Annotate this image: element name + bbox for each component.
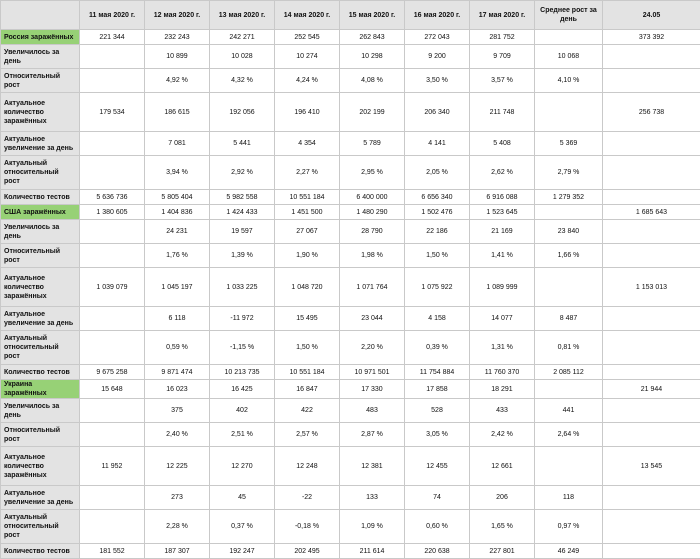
table-cell: 14 077 bbox=[470, 307, 535, 331]
table-cell bbox=[603, 132, 700, 156]
table-row bbox=[1, 399, 700, 423]
table-cell: 375 bbox=[145, 399, 210, 423]
table-cell bbox=[535, 30, 603, 45]
row-label: Количество тестов bbox=[1, 365, 80, 380]
table-cell: 10 899 bbox=[145, 45, 210, 69]
table-cell: 2,87 % bbox=[340, 423, 405, 447]
table-cell: 422 bbox=[275, 399, 340, 423]
table-cell: 252 545 bbox=[275, 30, 340, 45]
table-cell bbox=[603, 307, 700, 331]
table-cell: -1,15 % bbox=[210, 331, 275, 365]
table-cell: 441 bbox=[535, 399, 603, 423]
table-cell: 2,40 % bbox=[145, 423, 210, 447]
table-cell: 74 bbox=[405, 486, 470, 510]
table-cell: 28 790 bbox=[340, 220, 405, 244]
table-cell: 21 944 bbox=[603, 380, 700, 399]
table-cell: 1,66 % bbox=[535, 244, 603, 268]
table-cell bbox=[603, 190, 700, 205]
table-cell: 3,94 % bbox=[145, 156, 210, 190]
table-cell: 2,95 % bbox=[340, 156, 405, 190]
table-cell: 2,28 % bbox=[145, 510, 210, 544]
table-cell bbox=[535, 268, 603, 307]
table-cell bbox=[603, 156, 700, 190]
table-cell: 402 bbox=[210, 399, 275, 423]
table-cell: 0,39 % bbox=[405, 331, 470, 365]
row-label: Актуальное количество заражённых bbox=[1, 93, 80, 132]
row-label: Количество тестов bbox=[1, 544, 80, 559]
table-cell: 5 982 558 bbox=[210, 190, 275, 205]
table-cell: 24 231 bbox=[145, 220, 210, 244]
table-cell: 186 615 bbox=[145, 93, 210, 132]
column-header: 17 мая 2020 г. bbox=[470, 1, 535, 30]
table-cell bbox=[80, 156, 145, 190]
table-cell: 5 408 bbox=[470, 132, 535, 156]
table-cell: 1,90 % bbox=[275, 244, 340, 268]
table-cell: 192 056 bbox=[210, 93, 275, 132]
table-cell: 2,27 % bbox=[275, 156, 340, 190]
table-cell: 5 369 bbox=[535, 132, 603, 156]
table-cell bbox=[80, 244, 145, 268]
table-cell: 17 330 bbox=[340, 380, 405, 399]
table-cell: 6 118 bbox=[145, 307, 210, 331]
table-cell: 2,20 % bbox=[340, 331, 405, 365]
table-cell: 11 760 370 bbox=[470, 365, 535, 380]
table-cell: 9 675 258 bbox=[80, 365, 145, 380]
table-cell: 483 bbox=[340, 399, 405, 423]
table-cell: 18 291 bbox=[470, 380, 535, 399]
table-cell: 1 380 605 bbox=[80, 205, 145, 220]
table-cell: 1,09 % bbox=[340, 510, 405, 544]
table-cell: 1 075 922 bbox=[405, 268, 470, 307]
table-cell: 2,57 % bbox=[275, 423, 340, 447]
table-cell: 202 199 bbox=[340, 93, 405, 132]
row-label: Относительный рост bbox=[1, 244, 80, 268]
table-cell: 9 709 bbox=[470, 45, 535, 69]
table-cell: -11 972 bbox=[210, 307, 275, 331]
table-row bbox=[1, 132, 700, 156]
row-label: Актуальный относительный рост bbox=[1, 156, 80, 190]
table-row bbox=[1, 268, 700, 307]
table-cell: 0,81 % bbox=[535, 331, 603, 365]
table-cell: 1,50 % bbox=[275, 331, 340, 365]
table-cell: 1 089 999 bbox=[470, 268, 535, 307]
table-cell: 10 971 501 bbox=[340, 365, 405, 380]
section-label: США заражённых bbox=[1, 205, 80, 220]
table-cell: 5 789 bbox=[340, 132, 405, 156]
table-body bbox=[1, 30, 700, 559]
column-header: 13 мая 2020 г. bbox=[210, 1, 275, 30]
table-cell: 17 858 bbox=[405, 380, 470, 399]
section-row bbox=[1, 380, 700, 399]
table-cell: 4,92 % bbox=[145, 69, 210, 93]
table-row bbox=[1, 365, 700, 380]
table-cell: 373 392 bbox=[603, 30, 700, 45]
table-cell: 1 153 013 bbox=[603, 268, 700, 307]
table-row bbox=[1, 69, 700, 93]
header-row bbox=[1, 1, 700, 30]
table-cell: 10 551 184 bbox=[275, 190, 340, 205]
table-cell: 10 298 bbox=[340, 45, 405, 69]
header-corner bbox=[1, 1, 80, 30]
table-cell: 0,97 % bbox=[535, 510, 603, 544]
table-cell: 281 752 bbox=[470, 30, 535, 45]
table-cell: 11 952 bbox=[80, 447, 145, 486]
table-cell: 0,59 % bbox=[145, 331, 210, 365]
table-cell: 221 344 bbox=[80, 30, 145, 45]
column-header: 24.05 bbox=[603, 1, 700, 30]
table-cell: 1,65 % bbox=[470, 510, 535, 544]
table-cell: 211 614 bbox=[340, 544, 405, 559]
table-cell: 4,08 % bbox=[340, 69, 405, 93]
table-cell bbox=[603, 45, 700, 69]
column-header: 15 мая 2020 г. bbox=[340, 1, 405, 30]
table-cell: 15 495 bbox=[275, 307, 340, 331]
table-cell: 19 597 bbox=[210, 220, 275, 244]
table-cell: 262 843 bbox=[340, 30, 405, 45]
table-cell bbox=[603, 69, 700, 93]
table-cell: 433 bbox=[470, 399, 535, 423]
row-label: Увеличилось за день bbox=[1, 399, 80, 423]
table-cell: 6 656 340 bbox=[405, 190, 470, 205]
table-cell: 232 243 bbox=[145, 30, 210, 45]
table-row bbox=[1, 45, 700, 69]
table-cell bbox=[603, 399, 700, 423]
row-label: Актуальное увеличение за день bbox=[1, 132, 80, 156]
table-cell: 23 044 bbox=[340, 307, 405, 331]
table-cell bbox=[603, 244, 700, 268]
table-cell: 1,39 % bbox=[210, 244, 275, 268]
table-cell: 10 068 bbox=[535, 45, 603, 69]
table-cell bbox=[603, 365, 700, 380]
table-cell: 528 bbox=[405, 399, 470, 423]
table-cell: 16 425 bbox=[210, 380, 275, 399]
column-header: 14 мая 2020 г. bbox=[275, 1, 340, 30]
row-label: Увеличилось за день bbox=[1, 45, 80, 69]
column-header: 16 мая 2020 г. bbox=[405, 1, 470, 30]
table-cell: 1 480 290 bbox=[340, 205, 405, 220]
table-cell: 46 249 bbox=[535, 544, 603, 559]
table-cell: 6 916 088 bbox=[470, 190, 535, 205]
table-cell: 2,05 % bbox=[405, 156, 470, 190]
table-cell: 12 381 bbox=[340, 447, 405, 486]
table-row bbox=[1, 307, 700, 331]
table-cell: 1 451 500 bbox=[275, 205, 340, 220]
table-cell: 12 270 bbox=[210, 447, 275, 486]
table-cell: 256 738 bbox=[603, 93, 700, 132]
table-cell: 8 487 bbox=[535, 307, 603, 331]
table-cell: 4 354 bbox=[275, 132, 340, 156]
table-row bbox=[1, 244, 700, 268]
table-row bbox=[1, 156, 700, 190]
table-cell: 1 424 433 bbox=[210, 205, 275, 220]
row-label: Увеличилось за день bbox=[1, 220, 80, 244]
table-cell: 3,05 % bbox=[405, 423, 470, 447]
row-label: Актуальное количество заражённых bbox=[1, 447, 80, 486]
table-cell: 206 bbox=[470, 486, 535, 510]
table-cell: 181 552 bbox=[80, 544, 145, 559]
row-label: Относительный рост bbox=[1, 423, 80, 447]
table-cell: 1 523 645 bbox=[470, 205, 535, 220]
section-row bbox=[1, 205, 700, 220]
table-cell: 11 754 884 bbox=[405, 365, 470, 380]
table-cell: 1 048 720 bbox=[275, 268, 340, 307]
table-cell: 16 023 bbox=[145, 380, 210, 399]
table-cell: 179 534 bbox=[80, 93, 145, 132]
row-label: Актуальный относительный рост bbox=[1, 510, 80, 544]
column-header: 11 мая 2020 г. bbox=[80, 1, 145, 30]
table-cell: 227 801 bbox=[470, 544, 535, 559]
table-cell: 2,64 % bbox=[535, 423, 603, 447]
row-label: Актуальное увеличение за день bbox=[1, 486, 80, 510]
table-cell: 27 067 bbox=[275, 220, 340, 244]
table-cell: 1 279 352 bbox=[535, 190, 603, 205]
table-cell: 16 847 bbox=[275, 380, 340, 399]
row-label: Количество тестов bbox=[1, 190, 80, 205]
table-row bbox=[1, 331, 700, 365]
table-cell: 9 871 474 bbox=[145, 365, 210, 380]
section-label: Украина заражённых bbox=[1, 380, 80, 399]
table-cell: 220 638 bbox=[405, 544, 470, 559]
table-cell: 3,57 % bbox=[470, 69, 535, 93]
table-cell: 12 455 bbox=[405, 447, 470, 486]
table-cell: 273 bbox=[145, 486, 210, 510]
table-cell: 272 043 bbox=[405, 30, 470, 45]
table-cell: 0,37 % bbox=[210, 510, 275, 544]
table-cell: 1,98 % bbox=[340, 244, 405, 268]
table-cell: 2,92 % bbox=[210, 156, 275, 190]
table-cell bbox=[535, 205, 603, 220]
table-cell bbox=[80, 132, 145, 156]
table-cell: 5 636 736 bbox=[80, 190, 145, 205]
table-cell: 2,62 % bbox=[470, 156, 535, 190]
table-cell bbox=[603, 544, 700, 559]
row-label: Актуальное количество заражённых bbox=[1, 268, 80, 307]
table-cell bbox=[603, 486, 700, 510]
table-cell bbox=[80, 307, 145, 331]
table-cell: 13 545 bbox=[603, 447, 700, 486]
table-row bbox=[1, 544, 700, 559]
row-label: Актуальное увеличение за день bbox=[1, 307, 80, 331]
section-row bbox=[1, 30, 700, 45]
table-cell: 206 340 bbox=[405, 93, 470, 132]
table-cell: -0,18 % bbox=[275, 510, 340, 544]
table-cell: 10 213 735 bbox=[210, 365, 275, 380]
column-header: 12 мая 2020 г. bbox=[145, 1, 210, 30]
table-cell: 3,50 % bbox=[405, 69, 470, 93]
table-cell: 4,24 % bbox=[275, 69, 340, 93]
table-cell: 10 274 bbox=[275, 45, 340, 69]
table-cell: 45 bbox=[210, 486, 275, 510]
table-cell: 6 400 000 bbox=[340, 190, 405, 205]
table-cell: 211 748 bbox=[470, 93, 535, 132]
table-cell: 4,32 % bbox=[210, 69, 275, 93]
table-cell: 10 028 bbox=[210, 45, 275, 69]
table-cell: 2,42 % bbox=[470, 423, 535, 447]
table-cell: 12 248 bbox=[275, 447, 340, 486]
table-cell: 1,41 % bbox=[470, 244, 535, 268]
table-cell: 1,50 % bbox=[405, 244, 470, 268]
table-cell bbox=[80, 45, 145, 69]
table-cell bbox=[535, 447, 603, 486]
table-cell: 23 840 bbox=[535, 220, 603, 244]
table-cell: 1 071 764 bbox=[340, 268, 405, 307]
table-cell bbox=[603, 220, 700, 244]
table-row bbox=[1, 486, 700, 510]
table-cell: 2,51 % bbox=[210, 423, 275, 447]
table-cell: 1 033 225 bbox=[210, 268, 275, 307]
section-label: Россия заражённых bbox=[1, 30, 80, 45]
row-label: Актуальный относительный рост bbox=[1, 331, 80, 365]
table-cell: 1 039 079 bbox=[80, 268, 145, 307]
table-cell bbox=[603, 331, 700, 365]
table-row bbox=[1, 510, 700, 544]
table-cell: 202 495 bbox=[275, 544, 340, 559]
table-cell: 12 225 bbox=[145, 447, 210, 486]
table-cell: 196 410 bbox=[275, 93, 340, 132]
table-cell bbox=[80, 331, 145, 365]
table-cell bbox=[603, 510, 700, 544]
table-cell: 0,60 % bbox=[405, 510, 470, 544]
table-cell: 10 551 184 bbox=[275, 365, 340, 380]
table-cell bbox=[80, 510, 145, 544]
table-cell bbox=[80, 220, 145, 244]
table-cell: 1 404 836 bbox=[145, 205, 210, 220]
table-cell: 5 441 bbox=[210, 132, 275, 156]
table-cell: 1,76 % bbox=[145, 244, 210, 268]
table-cell: 192 247 bbox=[210, 544, 275, 559]
table-row bbox=[1, 423, 700, 447]
table-cell bbox=[80, 399, 145, 423]
table-cell: 1,31 % bbox=[470, 331, 535, 365]
table-cell: 1 502 476 bbox=[405, 205, 470, 220]
table-cell: 4 158 bbox=[405, 307, 470, 331]
table-cell: 1 045 197 bbox=[145, 268, 210, 307]
table-cell: -22 bbox=[275, 486, 340, 510]
table-cell bbox=[535, 380, 603, 399]
table-cell: 133 bbox=[340, 486, 405, 510]
table-row bbox=[1, 447, 700, 486]
table-cell bbox=[535, 93, 603, 132]
table-cell: 2,79 % bbox=[535, 156, 603, 190]
table-cell bbox=[80, 69, 145, 93]
table-cell: 1 685 643 bbox=[603, 205, 700, 220]
table-cell: 15 648 bbox=[80, 380, 145, 399]
table-cell bbox=[603, 423, 700, 447]
table-cell bbox=[80, 423, 145, 447]
column-header: Среднее рост за день bbox=[535, 1, 603, 30]
table-cell: 9 200 bbox=[405, 45, 470, 69]
table-cell: 12 661 bbox=[470, 447, 535, 486]
table-cell: 4,10 % bbox=[535, 69, 603, 93]
table-cell: 2 085 112 bbox=[535, 365, 603, 380]
table-cell: 118 bbox=[535, 486, 603, 510]
row-label: Относительный рост bbox=[1, 69, 80, 93]
table-cell bbox=[80, 486, 145, 510]
table-row bbox=[1, 93, 700, 132]
table-row bbox=[1, 190, 700, 205]
table-cell: 242 271 bbox=[210, 30, 275, 45]
table-row bbox=[1, 220, 700, 244]
table-cell: 4 141 bbox=[405, 132, 470, 156]
table-cell: 22 186 bbox=[405, 220, 470, 244]
table-cell: 5 805 404 bbox=[145, 190, 210, 205]
table-cell: 21 169 bbox=[470, 220, 535, 244]
table-cell: 7 081 bbox=[145, 132, 210, 156]
table-cell: 187 307 bbox=[145, 544, 210, 559]
